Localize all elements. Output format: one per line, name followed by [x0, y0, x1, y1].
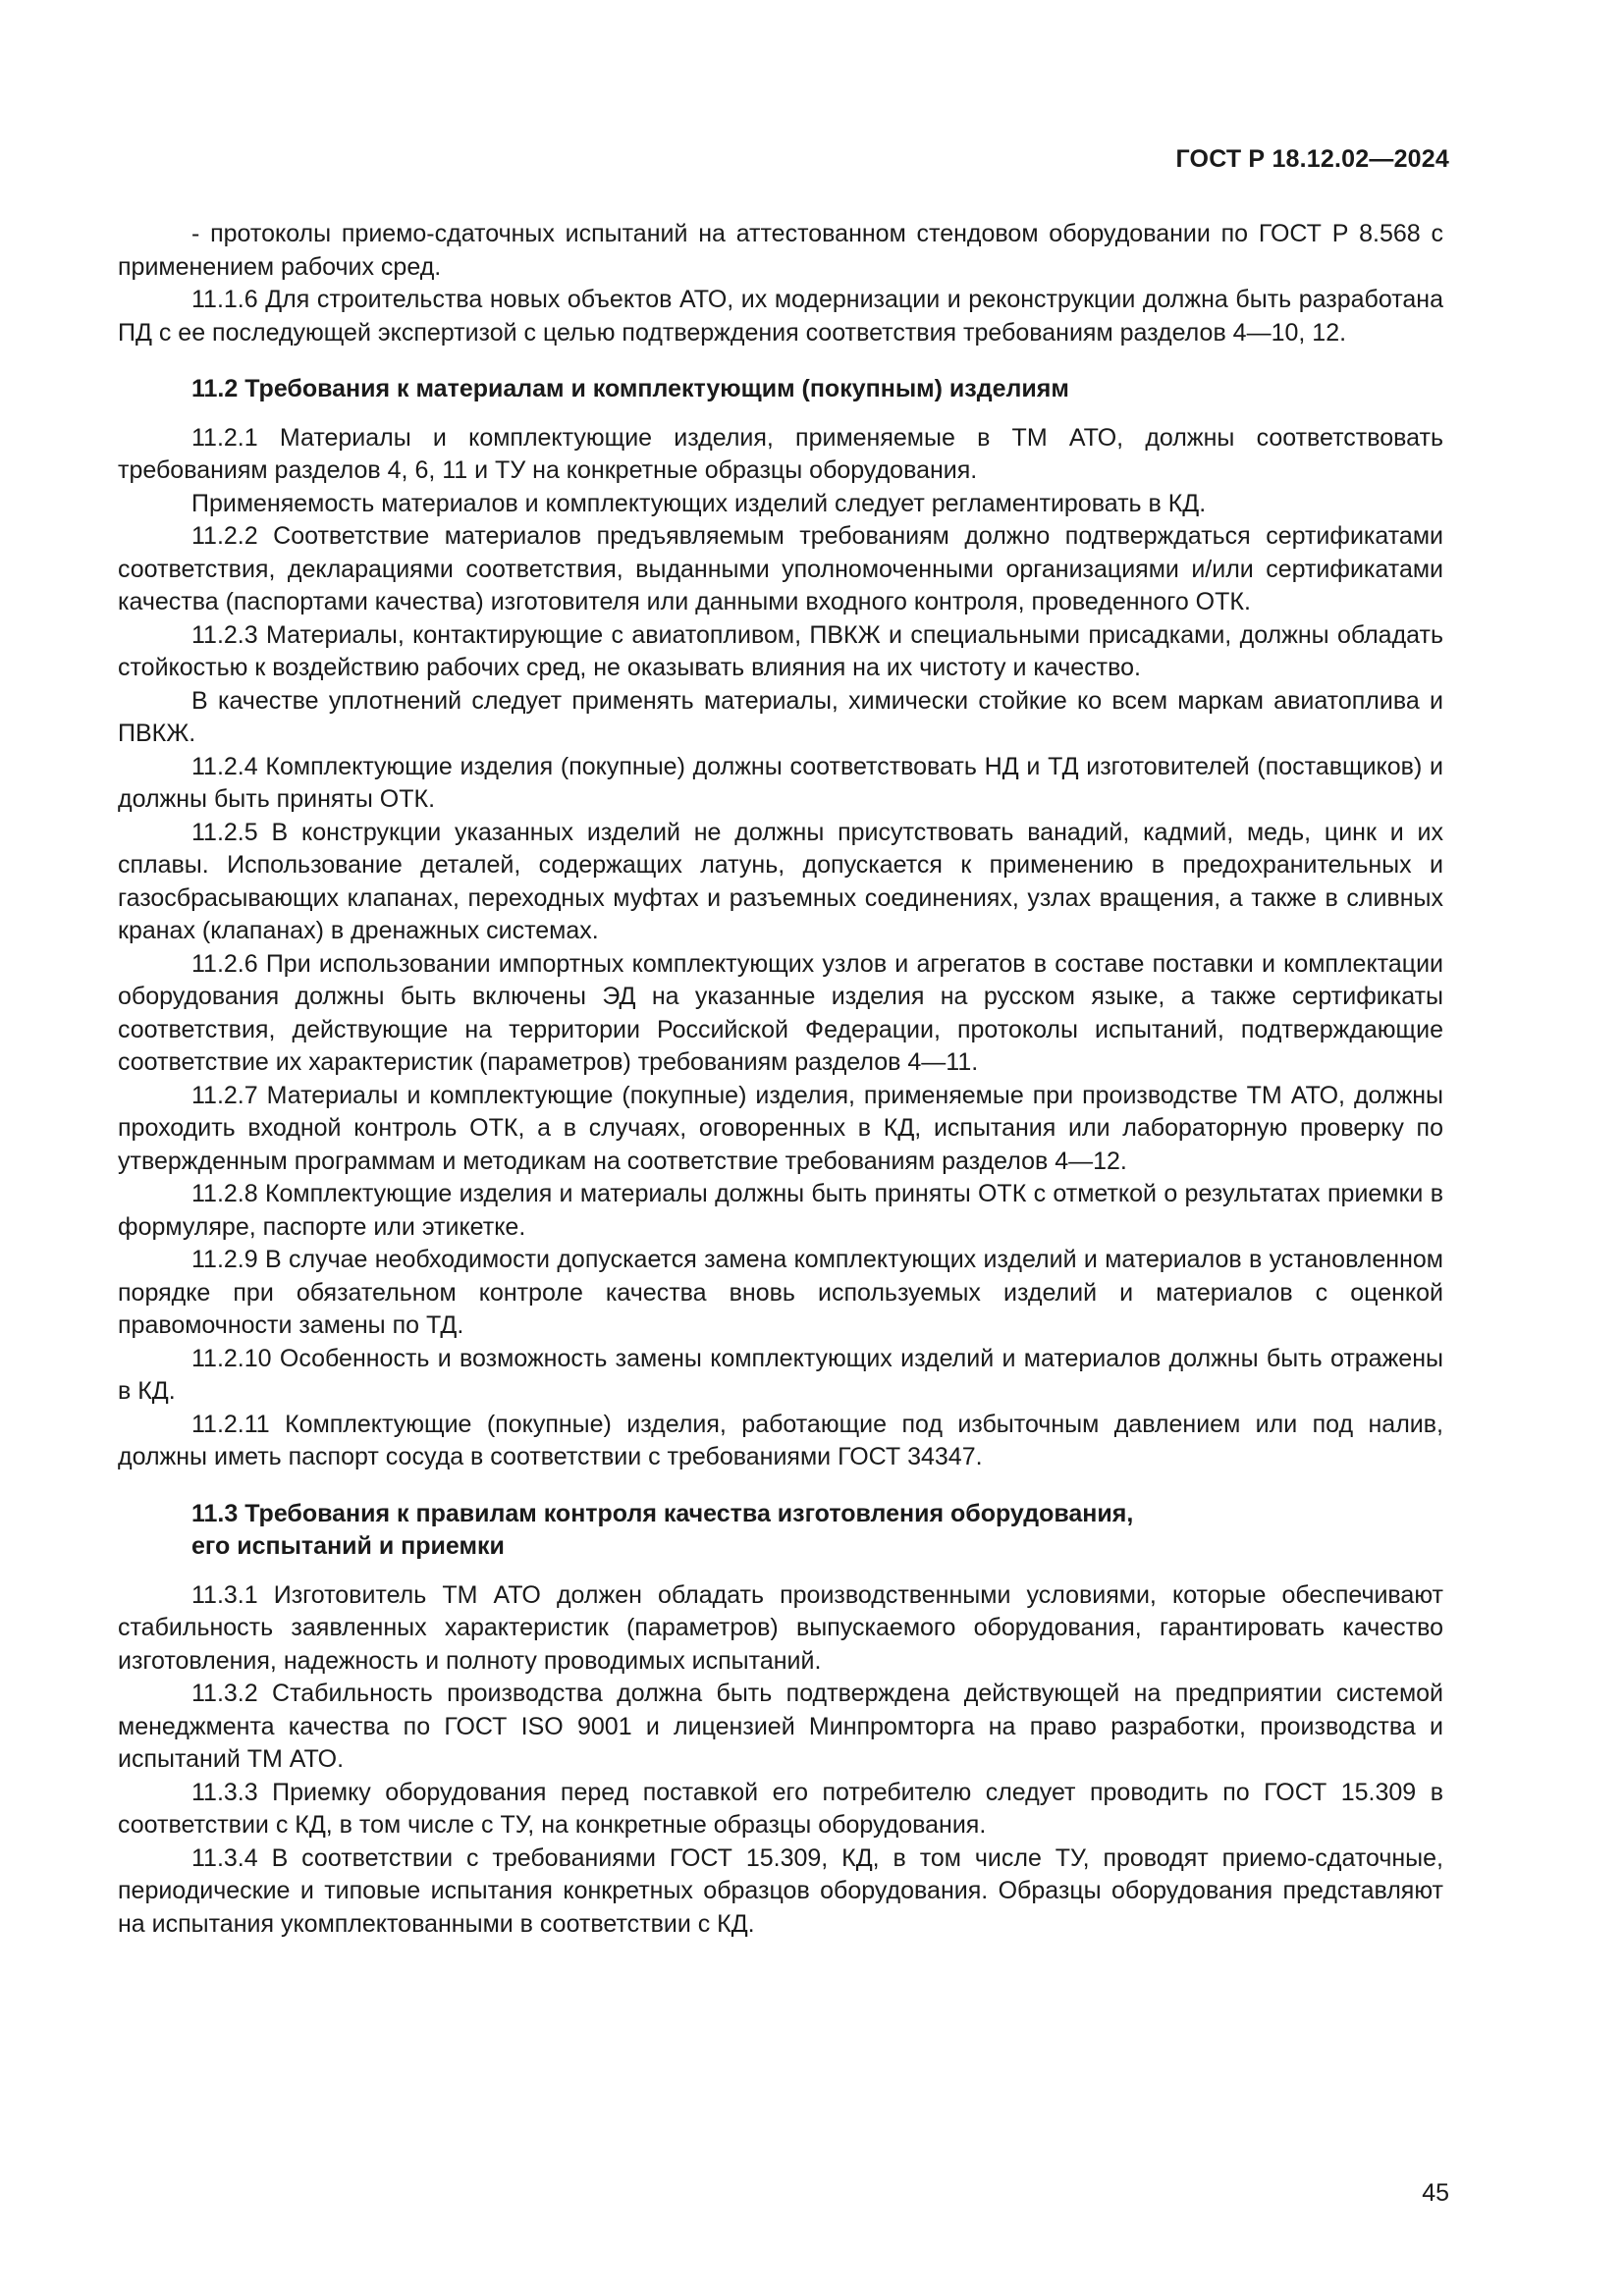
paragraph: 11.3.3 Приемку оборудования перед поставкой его потребителю следует проводить по ГОСТ 15.309 в соответствии с КД, в том числе с ТУ, на конкретные образцы оборудования.	[118, 1778, 1443, 1839]
paragraph: 11.2.1 Материалы и комплектующие изделия, применяемые в ТМ АТО, должны соответствовать требованиям разделов 4, 6, 11 и ТУ на конкретные образцы оборудования.	[118, 423, 1443, 484]
paragraph: 11.2.4 Комплектующие изделия (покупные) должны соответствовать НД и ТД изготовителей (поставщиков) и должны быть приняты ОТК.	[118, 752, 1443, 813]
section-heading-text: 11.2 Требования к материалам и комплектующим (покупным) изделиям	[191, 375, 1069, 402]
paragraph: 11.1.6 Для строительства новых объектов АТО, их модернизации и реконструкции должна быть разработана ПД с ее последующей экспертизой с целью подтверждения соответствия требованиям разделов 4—10, 12.	[118, 286, 1443, 347]
paragraph: 11.2.10 Особенность и возможность замены комплектующих изделий и материалов должны быть отражены в КД.	[118, 1344, 1443, 1405]
section-heading-line-1: 11.3 Требования к правилам контроля качества изготовления оборудования,	[191, 1499, 1134, 1527]
paragraph: 11.3.1 Изготовитель ТМ АТО должен обладать производственными условиями, которые обеспечивают стабильность заявленных характеристик (параметров) выпускаемого оборудования, гарантировать качество изготовления, надежность и полноту проводимых испытаний.	[118, 1580, 1443, 1675]
paragraph: 11.2.6 При использовании импортных комплектующих узлов и агрегатов в составе поставки и комплектации оборудования должны быть включены ЭД на указанные изделия на русском языке, а также сертификаты соответствия, действующие на территории Российской Федерации, протоколы испытаний, подтверждающие соответствие их характеристик (параметров) требованиям разделов 4—11.	[118, 949, 1443, 1076]
section-heading-line-2: его испытаний и приемки	[191, 1532, 505, 1560]
paragraph: 11.2.3 Материалы, контактирующие с авиатопливом, ПВКЖ и специальными присадками, должны обладать стойкостью к воздействию рабочих сред, не оказывать влияния на их чистоту и качество.	[118, 620, 1443, 681]
paragraph: 11.2.9 В случае необходимости допускается замена комплектующих изделий и материалов в установленном порядке при обязательном контроле качества вновь используемых изделий и материалов с оценкой правомочности замены по ТД.	[118, 1246, 1443, 1339]
paragraph: 11.3.4 В соответствии с требованиями ГОСТ 15.309, КД, в том числе ТУ, проводят приемо-сдаточные, периодические и типовые испытания конкретных образцов оборудования. Образцы оборудования представляют на испытания укомплектованными в соответствии с КД.	[118, 1843, 1443, 1938]
section-heading-11-2	[118, 373, 1443, 406]
section-heading-11-3	[118, 1498, 1443, 1564]
page-number: 45	[1422, 2179, 1449, 2207]
paragraph: Применяемость материалов и комплектующих изделий следует регламентировать в КД.	[191, 489, 1207, 517]
paragraph: 11.2.11 Комплектующие (покупные) изделия, работающие под избыточным давлением или под налив, должны иметь паспорт сосуда в соответствии с требованиями ГОСТ 34347.	[118, 1410, 1443, 1470]
paragraph: - протоколы приемо-сдаточных испытаний на аттестованном стендовом оборудовании по ГОСТ Р 8.568 с применением рабочих сред.	[118, 220, 1443, 281]
paragraph: 11.2.7 Материалы и комплектующие (покупные) изделия, применяемые при производстве ТМ АТО, должны проходить входной контроль ОТК, а в случаях, оговоренных в КД, испытания или лабораторную проверку по утвержденным программам и методикам на соответствие требованиям разделов 4—12.	[118, 1081, 1443, 1175]
document-body	[118, 218, 1443, 1941]
paragraph: 11.3.2 Стабильность производства должна быть подтверждена действующей на предприятии системой менеджмента качества по ГОСТ ISO 9001 и лицензией Минпромторга на право разработки, производства и испытаний ТМ АТО.	[118, 1680, 1443, 1773]
paragraph: 11.2.5 В конструкции указанных изделий не должны присутствовать ванадий, кадмий, медь, цинк и их сплавы. Использование деталей, содержащих латунь, допускается к применению в предохранительных и газосбрасывающих клапанах, переходных муфтах и разъемных соединениях, узлах вращения, а также в сливных кранах (клапанах) в дренажных системах.	[118, 818, 1443, 944]
paragraph: В качестве уплотнений следует применять материалы, химически стойкие ко всем маркам авиатоплива и ПВКЖ.	[118, 686, 1443, 747]
paragraph: 11.2.8 Комплектующие изделия и материалы должны быть приняты ОТК с отметкой о результатах приемки в формуляре, паспорте или этикетке.	[118, 1180, 1443, 1241]
paragraph: 11.2.2 Соответствие материалов предъявляемым требованиям должно подтверждаться сертификатами соответствия, декларациями соответствия, выданными уполномоченными организациями и/или сертификатами качества (паспортами качества) изготовителя или данными входного контроля, проведенного ОТК.	[118, 522, 1443, 615]
document-standard-id: ГОСТ Р 18.12.02—2024	[1175, 145, 1449, 173]
